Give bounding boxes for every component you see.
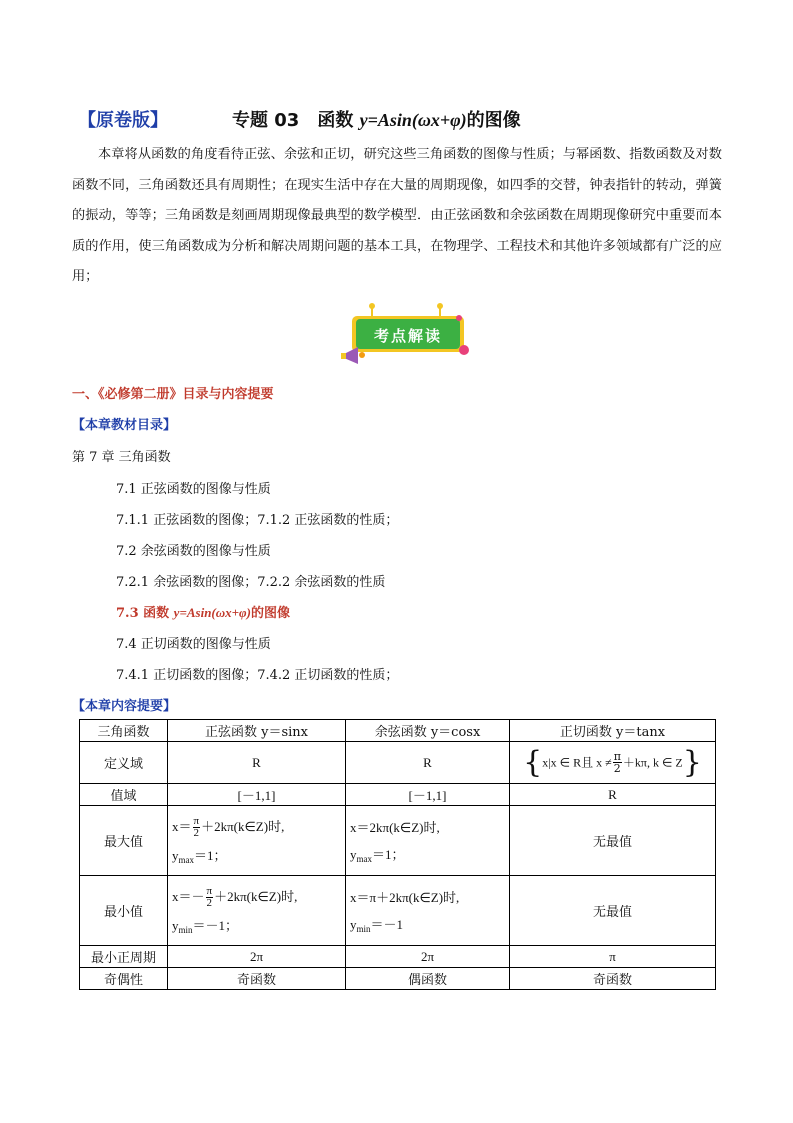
toc-item-highlight: 7.3 函数 y=Asin(ωx+φ)的图像 — [116, 605, 291, 621]
summary-heading: 【本章内容提要】 — [72, 699, 177, 714]
cell: x＝π＋2kπ(k∈Z)时, $y_{min}=-1$ — [346, 876, 510, 946]
table-row — [80, 946, 716, 968]
cell: π — [510, 946, 716, 968]
cell: 无最值 — [510, 876, 716, 946]
cell: 偶函数 — [346, 968, 510, 990]
row-label: 最小值 — [80, 876, 168, 946]
right-brace-icon: } — [682, 744, 702, 780]
topic-title: 专题 03 函数 y=Asin(ωx+φ)的图像 — [232, 110, 521, 131]
header-cell: 正切函数 y＝tanx — [510, 720, 716, 742]
badge-label: 考点解读 — [373, 327, 442, 345]
toc-item: 7.1.1 正弦函数的图像；7.1.2 正弦函数的性质； — [116, 513, 399, 528]
key-points-badge — [340, 302, 472, 368]
edition-tag: 【原卷版】 — [78, 110, 168, 131]
toc-item: 7.4.1 正切函数的图像；7.4.2 正切函数的性质； — [116, 668, 399, 683]
cell: [－1,1] — [168, 784, 346, 806]
section-heading: 一、《必修第二册》目录与内容提要 — [72, 387, 274, 402]
cell: x＝－ $\frac{\pi}{2}$ ＋2kπ(k∈Z)时, $y_{min}=-1$； — [168, 876, 346, 946]
properties-table — [79, 719, 716, 990]
intro-paragraph: 本章将从函数的角度看待正弦、余弦和正切，研究这些三角函数的图像与性质；与幂函数、指数函数及对数函数不同，三角函数还具有周期性；在现实生活中存在大量的周期现像，如四季的交替，钟表指针的转动，弹簧的振动，等等；三角函数是刻画周期现像最典型的数学模型．由正弦函数和余弦函数在周期现像研究中重要而本质的作用，使三角函数成为分析和解决周期问题的基本工具，在物理学、工程技术和其他许多领域都有广泛的应用； — [72, 147, 722, 284]
fraction: $\frac{\pi}{2}$ — [613, 750, 621, 775]
table-row — [80, 876, 716, 946]
toc-item: 7.2 余弦函数的图像与性质 — [116, 544, 271, 559]
cell: R — [168, 742, 346, 784]
toc-item: 7.1 正弦函数的图像与性质 — [116, 482, 271, 497]
table-row — [80, 968, 716, 990]
cell: 奇函数 — [510, 968, 716, 990]
cell: 无最值 — [510, 806, 716, 876]
toc-heading: 【本章教材目录】 — [72, 418, 177, 433]
cell: [－1,1] — [346, 784, 510, 806]
cell: 2π — [346, 946, 510, 968]
fraction: $\frac{\pi}{2}$ — [193, 815, 200, 840]
table-row — [80, 742, 716, 784]
cell-tan-domain: {x|x ∈ R且 x ≠ $\frac{\pi}{2}$ ＋kπ, k ∈ Z} — [510, 742, 716, 784]
header-cell: 三角函数 — [80, 720, 168, 742]
header-cell: 正弦函数 y＝sinx — [168, 720, 346, 742]
chapter-title: 第 7 章 三角函数 — [72, 450, 171, 465]
row-label: 最大值 — [80, 806, 168, 876]
table-row — [80, 784, 716, 806]
row-label: 值域 — [80, 784, 168, 806]
toc-item: 7.2.1 余弦函数的图像；7.2.2 余弦函数的性质 — [116, 575, 386, 590]
row-label: 奇偶性 — [80, 968, 168, 990]
cell: 2π — [168, 946, 346, 968]
left-brace-icon: { — [523, 744, 543, 780]
table-row — [80, 806, 716, 876]
cell: x＝ $\frac{\pi}{2}$ ＋2kπ(k∈Z)时, $y_{max}=1$； — [168, 806, 346, 876]
fraction: $\frac{\pi}{2}$ — [206, 885, 213, 910]
header-cell: 余弦函数 y＝cosx — [346, 720, 510, 742]
cell: R — [346, 742, 510, 784]
table-header-row — [80, 720, 716, 742]
page-title — [78, 106, 718, 130]
row-label: 定义域 — [80, 742, 168, 784]
cell: x＝2kπ(k∈Z)时, $y_{max}=1$； — [346, 806, 510, 876]
cell: R — [510, 784, 716, 806]
cell: 奇函数 — [168, 968, 346, 990]
toc-item: 7.4 正切函数的图像与性质 — [116, 637, 271, 652]
row-label: 最小正周期 — [80, 946, 168, 968]
